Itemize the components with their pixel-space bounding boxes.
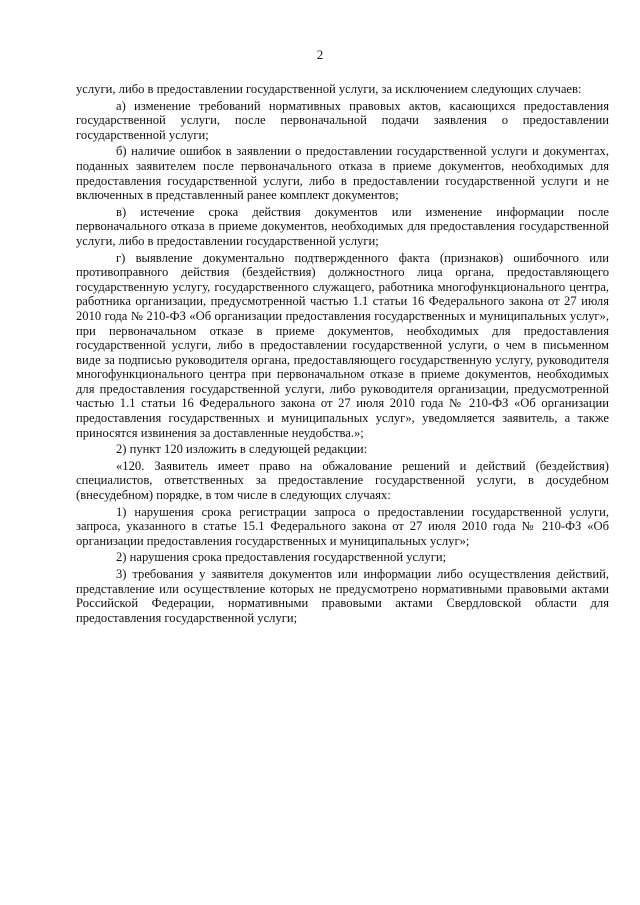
paragraph-item-b: б) наличие ошибок в заявлении о предоставлении государственной услуги и документах, поданных заявителем после первоначального отказа в приеме документов, необходимых для предоставления государственной услуги, либо в предоставлении государственной услуги и не включенных в представленный ранее комплект документов; — [76, 144, 609, 203]
paragraph-continuation: услуги, либо в предоставлении государственной услуги, за исключением следующих случаев: — [76, 82, 582, 96]
paragraph-case-3: 3) требования у заявителя документов или информации либо осуществления действий, представление или осуществление которых не предусмотрено нормативными правовыми актами Российской Федерации, нормативными правовыми актами Свердловской области для предоставления государственной услуги; — [76, 567, 609, 625]
document-body — [76, 82, 609, 625]
paragraph-item-a: а) изменение требований нормативных правовых актов, касающихся предоставления государственной услуги, после первоначальной подачи заявления о предоставлении государственной услуги; — [76, 98, 609, 142]
paragraph-case-1: 1) нарушения срока регистрации запроса о предоставлении государственной услуги, запроса, указанного в статье 15.1 Федерального закона от 27 июля 2010 года № 210-ФЗ «Об организации предоставления государственных и муниципальных услуг»; — [76, 504, 609, 548]
paragraph-item-g: г) выявление документально подтвержденного факта (признаков) ошибочного или противоправного действия (бездействия) должностного лица органа, предоставляющего государственную услугу, государственного служащего, работника многофункционального центра, работника организации, предусмотренной частью 1.1 статьи 16 Федерального закона от 27 июля 2010 года № 210-ФЗ «Об организации предоставления государственных и муниципальных услуг», при первоначальном отказе в приеме документов, необходимых для предоставления государственной услуги, либо в предоставлении государственной услуги, о чем в письменном виде за подписью руководителя органа, предоставляющего государственную услугу, руководителя многофункционального центра при первоначальном отказе в приеме документов, необходимых для предоставления государственной услуги, либо руководителя организации, предусмотренной частью 1.1 статьи 16 Федерального закона от 27 июля 2010 года № 210-ФЗ «Об организации предоставления государственных и муниципальных услуг», уведомляется заявитель, а также приносятся извинения за доставленные неудобства.»; — [76, 250, 609, 440]
paragraph-clause-120: «120. Заявитель имеет право на обжалование решений и действий (бездействия) специалистов, ответственных за предоставление государственной услуги, в досудебном (внесудебном) порядке, в том числе в следующих случаях: — [76, 458, 609, 503]
page-number: 2 — [316, 47, 324, 62]
paragraph-case-2: 2) нарушения срока предоставления государственной услуги; — [116, 550, 447, 565]
paragraph-point-2: 2) пункт 120 изложить в следующей редакции: — [116, 442, 368, 457]
paragraph-item-v: в) истечение срока действия документов или изменение информации после первоначального отказа в приеме документов, необходимых для предоставления государственной услуги, либо в предоставлении государственной услуги; — [76, 204, 609, 248]
